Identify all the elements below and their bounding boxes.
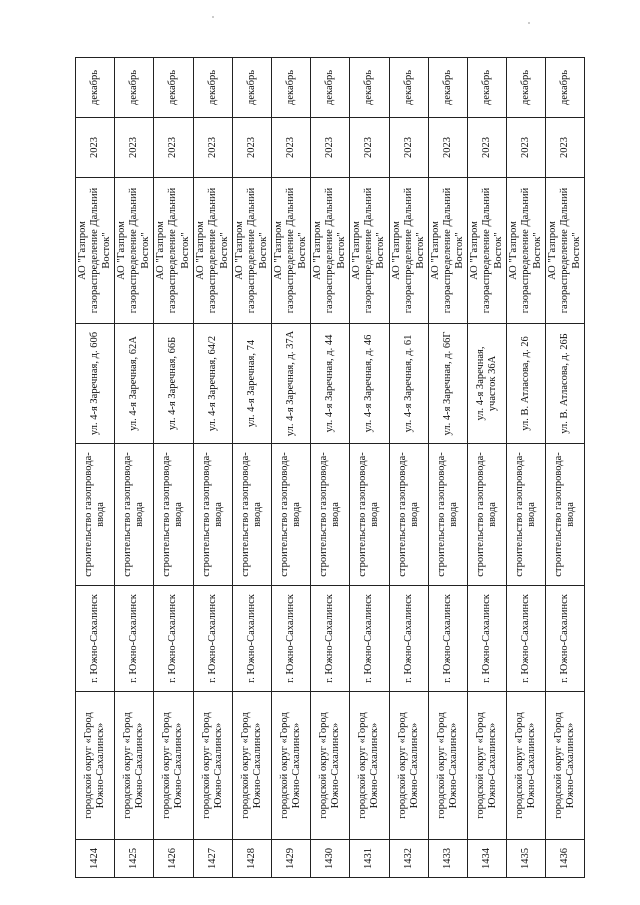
- row-number-cell: 1427: [193, 840, 232, 878]
- address-cell: ул. 4-я Заречная, д. 60б: [76, 324, 115, 444]
- organization-cell: АО "Газпром газораспределение Дальний Восток": [271, 178, 310, 324]
- work-type-cell: строительство газопровода-ввода: [115, 444, 154, 586]
- year-cell: 2023: [76, 118, 115, 178]
- month-cell: декабрь: [232, 58, 271, 118]
- address-cell: ул. 4-я Заречная, 74: [232, 324, 271, 444]
- table-row: [350, 58, 389, 878]
- organization-cell: АО "Газпром газораспределение Дальний Восток": [311, 178, 350, 324]
- row-number-cell: 1425: [115, 840, 154, 878]
- table-row: [507, 58, 546, 878]
- district-cell: городской округ «Город Южно-Сахалинск»: [154, 692, 193, 840]
- row-number-cell: 1436: [546, 840, 585, 878]
- table-row: [76, 58, 115, 878]
- work-type-cell: строительство газопровода-ввода: [154, 444, 193, 586]
- locality-cell: г. Южно-Сахалинск: [115, 586, 154, 692]
- row-number-cell: 1426: [154, 840, 193, 878]
- organization-cell: АО "Газпром газораспределение Дальний Восток": [115, 178, 154, 324]
- address-cell: ул. 4-я Заречная, 62А: [115, 324, 154, 444]
- locality-cell: г. Южно-Сахалинск: [507, 586, 546, 692]
- organization-cell: АО "Газпром газораспределение Дальний Восток": [507, 178, 546, 324]
- year-cell: 2023: [507, 118, 546, 178]
- month-cell: декабрь: [467, 58, 506, 118]
- year-cell: 2023: [546, 118, 585, 178]
- month-cell: декабрь: [271, 58, 310, 118]
- organization-cell: АО "Газпром газораспределение Дальний Восток": [154, 178, 193, 324]
- organization-cell: АО "Газпром газораспределение Дальний Восток": [389, 178, 428, 324]
- table-row: [232, 58, 271, 878]
- month-cell: декабрь: [193, 58, 232, 118]
- month-cell: декабрь: [154, 58, 193, 118]
- table-body: [76, 58, 585, 878]
- row-number-cell: 1424: [76, 840, 115, 878]
- district-cell: городской округ «Город Южно-Сахалинск»: [271, 692, 310, 840]
- row-number-cell: 1428: [232, 840, 271, 878]
- month-cell: декабрь: [428, 58, 467, 118]
- address-cell: ул. В. Атласова, д. 26: [507, 324, 546, 444]
- row-number-cell: 1435: [507, 840, 546, 878]
- locality-cell: г. Южно-Сахалинск: [389, 586, 428, 692]
- month-cell: декабрь: [76, 58, 115, 118]
- month-cell: декабрь: [389, 58, 428, 118]
- locality-cell: г. Южно-Сахалинск: [76, 586, 115, 692]
- row-number-cell: 1430: [311, 840, 350, 878]
- gas-works-table: [75, 57, 585, 878]
- year-cell: 2023: [467, 118, 506, 178]
- work-type-cell: строительство газопровода-ввода: [467, 444, 506, 586]
- year-cell: 2023: [232, 118, 271, 178]
- year-cell: 2023: [350, 118, 389, 178]
- locality-cell: г. Южно-Сахалинск: [546, 586, 585, 692]
- locality-cell: г. Южно-Сахалинск: [193, 586, 232, 692]
- district-cell: городской округ «Город Южно-Сахалинск»: [546, 692, 585, 840]
- organization-cell: АО "Газпром газораспределение Дальний Восток": [232, 178, 271, 324]
- row-number-cell: 1431: [350, 840, 389, 878]
- address-cell: ул. 4-я Заречная, 66Б: [154, 324, 193, 444]
- work-type-cell: строительство газопровода-ввода: [546, 444, 585, 586]
- work-type-cell: строительство газопровода-ввода: [271, 444, 310, 586]
- table-row: [193, 58, 232, 878]
- table-row: [389, 58, 428, 878]
- table-row: [271, 58, 310, 878]
- district-cell: городской округ «Город Южно-Сахалинск»: [428, 692, 467, 840]
- year-cell: 2023: [115, 118, 154, 178]
- year-cell: 2023: [193, 118, 232, 178]
- work-type-cell: строительство газопровода-ввода: [193, 444, 232, 586]
- organization-cell: АО "Газпром газораспределение Дальний Восток": [428, 178, 467, 324]
- rotated-table-wrapper: [75, 58, 585, 878]
- month-cell: декабрь: [507, 58, 546, 118]
- row-number-cell: 1434: [467, 840, 506, 878]
- row-number-cell: 1432: [389, 840, 428, 878]
- work-type-cell: строительство газопровода-ввода: [389, 444, 428, 586]
- work-type-cell: строительство газопровода-ввода: [232, 444, 271, 586]
- district-cell: городской округ «Город Южно-Сахалинск»: [232, 692, 271, 840]
- table-row: [546, 58, 585, 878]
- month-cell: декабрь: [115, 58, 154, 118]
- table-row: [115, 58, 154, 878]
- district-cell: городской округ «Город Южно-Сахалинск»: [115, 692, 154, 840]
- table-row: [154, 58, 193, 878]
- work-type-cell: строительство газопровода-ввода: [350, 444, 389, 586]
- district-cell: городской округ «Город Южно-Сахалинск»: [350, 692, 389, 840]
- table-row: [428, 58, 467, 878]
- district-cell: городской округ «Город Южно-Сахалинск»: [193, 692, 232, 840]
- organization-cell: АО "Газпром газораспределение Дальний Восток": [467, 178, 506, 324]
- scan-speck: [212, 16, 214, 18]
- month-cell: декабрь: [546, 58, 585, 118]
- scan-speck: [528, 22, 530, 24]
- work-type-cell: строительство газопровода-ввода: [428, 444, 467, 586]
- locality-cell: г. Южно-Сахалинск: [311, 586, 350, 692]
- year-cell: 2023: [428, 118, 467, 178]
- locality-cell: г. Южно-Сахалинск: [428, 586, 467, 692]
- locality-cell: г. Южно-Сахалинск: [350, 586, 389, 692]
- address-cell: ул. 4-я Заречная, д. 44: [311, 324, 350, 444]
- year-cell: 2023: [154, 118, 193, 178]
- work-type-cell: строительство газопровода-ввода: [507, 444, 546, 586]
- address-cell: ул. 4-я Заречная, д. 37А: [271, 324, 310, 444]
- work-type-cell: строительство газопровода-ввода: [76, 444, 115, 586]
- district-cell: городской округ «Город Южно-Сахалинск»: [389, 692, 428, 840]
- month-cell: декабрь: [350, 58, 389, 118]
- organization-cell: АО "Газпром газораспределение Дальний Восток": [193, 178, 232, 324]
- locality-cell: г. Южно-Сахалинск: [467, 586, 506, 692]
- year-cell: 2023: [271, 118, 310, 178]
- table-row: [467, 58, 506, 878]
- locality-cell: г. Южно-Сахалинск: [232, 586, 271, 692]
- district-cell: городской округ «Город Южно-Сахалинск»: [76, 692, 115, 840]
- year-cell: 2023: [311, 118, 350, 178]
- row-number-cell: 1429: [271, 840, 310, 878]
- address-cell: ул. 4-я Заречная, д. 66Г: [428, 324, 467, 444]
- district-cell: городской округ «Город Южно-Сахалинск»: [467, 692, 506, 840]
- row-number-cell: 1433: [428, 840, 467, 878]
- year-cell: 2023: [389, 118, 428, 178]
- address-cell: ул. 4-я Заречная, д. 46: [350, 324, 389, 444]
- district-cell: городской округ «Город Южно-Сахалинск»: [311, 692, 350, 840]
- month-cell: декабрь: [311, 58, 350, 118]
- locality-cell: г. Южно-Сахалинск: [154, 586, 193, 692]
- address-cell: ул. 4-я Заречная, участок 36А: [467, 324, 506, 444]
- address-cell: ул. В. Атласова, д. 26Б: [546, 324, 585, 444]
- table-row: [311, 58, 350, 878]
- organization-cell: АО "Газпром газораспределение Дальний Восток": [546, 178, 585, 324]
- address-cell: ул. 4-я Заречная, 64/2: [193, 324, 232, 444]
- work-type-cell: строительство газопровода-ввода: [311, 444, 350, 586]
- locality-cell: г. Южно-Сахалинск: [271, 586, 310, 692]
- district-cell: городской округ «Город Южно-Сахалинск»: [507, 692, 546, 840]
- address-cell: ул. 4-я Заречная, д. 61: [389, 324, 428, 444]
- organization-cell: АО "Газпром газораспределение Дальний Восток": [350, 178, 389, 324]
- organization-cell: АО "Газпром газораспределение Дальний Восток": [76, 178, 115, 324]
